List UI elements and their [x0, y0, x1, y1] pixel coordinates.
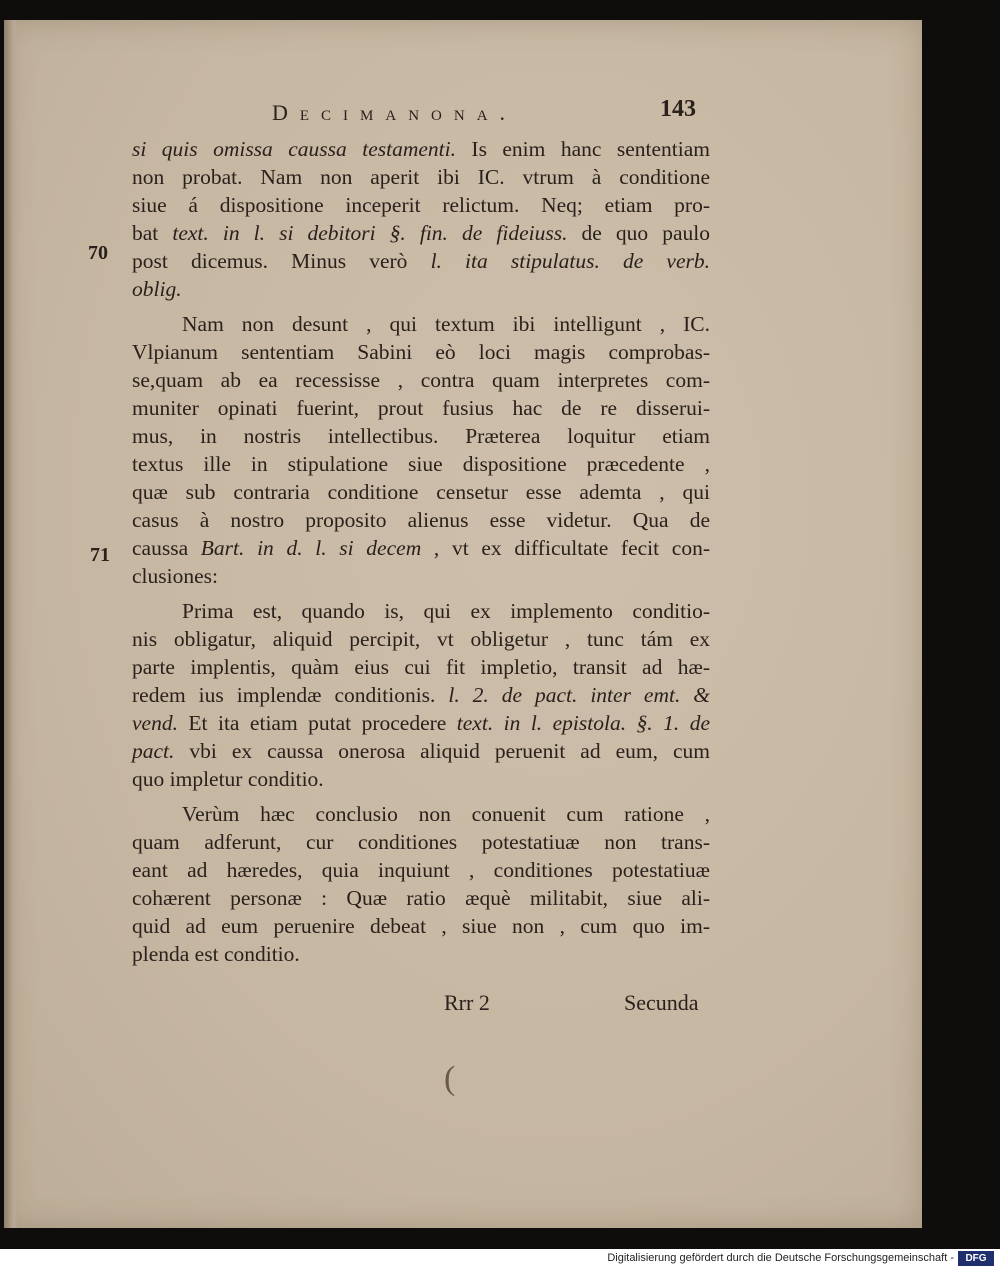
text-line — [132, 506, 710, 534]
text-line — [132, 366, 710, 394]
text-line — [132, 422, 710, 450]
text-line — [132, 625, 710, 653]
dfg-logo: DFG — [958, 1251, 994, 1266]
line-text: Is enim hanc sententiam — [455, 137, 710, 161]
running-head: Decimanona. — [272, 100, 518, 125]
line-text: casus à nostro proposito alienus esse videtur. Qua de — [132, 508, 710, 532]
text-line — [132, 737, 710, 765]
text-line — [182, 800, 710, 828]
text-line — [132, 394, 710, 422]
line-text: quæ sub contraria conditione censetur esse ademta , qui — [132, 480, 710, 504]
page-number: 143 — [660, 96, 696, 122]
text-line — [132, 247, 710, 275]
text-line — [132, 884, 710, 912]
page-edge-shadow — [4, 20, 18, 1228]
footer-credit: Digitalisierung gefördert durch die Deutsche Forschungsgemeinschaft - — [607, 1252, 954, 1264]
text-line — [132, 765, 710, 793]
line-text: de quo paulo — [567, 221, 710, 245]
catchword: Secunda — [624, 990, 699, 1015]
margin-note-70: 70 — [88, 242, 108, 264]
citation-text: oblig. — [132, 277, 182, 301]
line-text: Vlpianum sententiam Sabini eò loci magis comprobas- — [132, 340, 710, 364]
text-line — [132, 653, 710, 681]
margin-note-71: 71 — [90, 544, 110, 566]
line-text: mus, in nostris intellectibus. Præterea loquitur etiam — [132, 424, 710, 448]
text-line — [132, 681, 710, 709]
text-line — [132, 450, 710, 478]
citation-text: vend. — [132, 711, 178, 735]
line-text: plenda est conditio. — [132, 942, 300, 966]
citation-text: si quis omissa caussa testamenti. — [132, 137, 456, 161]
text-line — [132, 828, 710, 856]
text-line — [132, 135, 710, 163]
line-text: clusiones: — [132, 564, 218, 588]
line-text: quo impletur conditio. — [132, 767, 324, 791]
text-line — [132, 219, 710, 247]
book-page — [4, 20, 922, 1228]
citation-text: l. ita stipulatus. de verb. — [430, 249, 711, 273]
text-line — [132, 562, 710, 590]
text-line — [132, 338, 710, 366]
citation-text: Bart. in d. l. si decem — [200, 536, 422, 560]
line-text: cohærent personæ : Quæ ratio æquè militabit, siue ali- — [132, 886, 710, 910]
stray-ink-mark: ( — [444, 1060, 456, 1097]
text-line — [132, 534, 710, 562]
text-line — [182, 597, 710, 625]
citation-text: text. in l. si debitori §. fin. de fideiuss. — [172, 221, 568, 245]
text-line — [132, 478, 710, 506]
line-text: muniter opinati fuerint, prout fusius hac de re disserui- — [132, 396, 710, 420]
text-line — [132, 912, 710, 940]
line-text: nis obligatur, aliquid percipit, vt obligetur , tunc tám ex — [132, 627, 710, 651]
citation-text: pact. — [132, 739, 175, 763]
line-text: Nam non desunt , qui textum ibi intelligunt , IC. — [182, 312, 710, 336]
text-line — [132, 709, 710, 737]
line-text: textus ille in stipulatione siue dispositione præcedente , — [132, 452, 710, 476]
line-text: Et ita etiam putat procedere — [177, 711, 457, 735]
text-line — [132, 856, 710, 884]
line-text: vbi ex caussa onerosa aliquid peruenit ad eum, cum — [174, 739, 710, 763]
line-text: caussa — [132, 536, 201, 560]
line-text: Verùm hæc conclusio non conuenit cum ratione , — [182, 802, 710, 826]
line-text: bat — [132, 221, 173, 245]
line-text: siue á dispositione inceperit relictum. Neq; etiam pro- — [132, 193, 710, 217]
line-text: eant ad hæredes, quia inquiunt , conditiones potestatiuæ — [132, 858, 710, 882]
text-line — [132, 163, 710, 191]
text-line — [132, 275, 710, 303]
line-text: post dicemus. Minus verò — [132, 249, 431, 273]
signature-mark: Rrr 2 — [444, 990, 490, 1015]
text-line — [182, 310, 710, 338]
line-text: , vt ex difficultate fecit con- — [421, 536, 710, 560]
line-text: quid ad eum peruenire debeat , siue non , cum quo im- — [132, 914, 710, 938]
text-line — [132, 191, 710, 219]
citation-text: l. 2. de pact. inter emt. & — [448, 683, 710, 707]
text-line — [132, 940, 710, 968]
line-text: quam adferunt, cur conditiones potestatiuæ non trans- — [132, 830, 710, 854]
line-text: parte implentis, quàm eius cui fit impletio, transit ad hæ- — [132, 655, 710, 679]
line-text: Prima est, quando is, qui ex implemento conditio- — [182, 599, 710, 623]
line-text: redem ius implendæ conditionis. — [132, 683, 449, 707]
line-text: se,quam ab ea recessisse , contra quam interpretes com- — [132, 368, 710, 392]
line-text: non probat. Nam non aperit ibi IC. vtrum à conditione — [132, 165, 710, 189]
citation-text: text. in l. epistola. §. 1. de — [456, 711, 710, 735]
footer-bar — [0, 1249, 1000, 1269]
